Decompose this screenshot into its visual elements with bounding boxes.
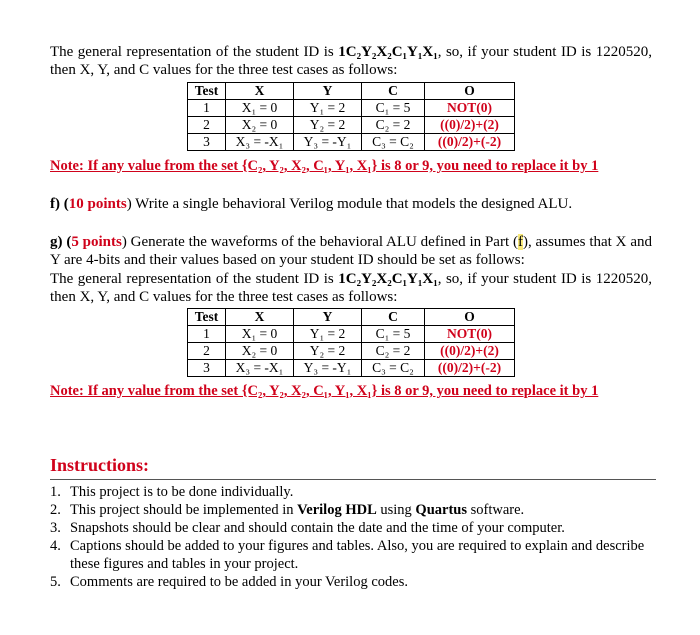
test-cases-table-1	[187, 82, 515, 151]
part-g-points: 5 points	[71, 234, 122, 250]
header-y: Y	[294, 83, 362, 100]
id-format-2: 1C₂Y₂X₂C₁Y₁X₁	[338, 271, 438, 287]
table-header-row	[188, 309, 515, 326]
id-format-1: 1C₂Y₂X₂C₁Y₁X₁	[338, 44, 438, 60]
list-item: 3. Snapshots should be clear and should contain the date and the time of your computer.	[50, 520, 565, 536]
table-header-row	[188, 83, 515, 100]
header-test: Test	[188, 309, 226, 326]
table-row: 3 X₃ = -X₁ Y₃ = -Y₁ C₃ = C₂ ((0)/2)+(-2)	[188, 134, 515, 151]
header-y: Y	[294, 309, 362, 326]
table-row: 3 X₃ = -X₁ Y₃ = -Y₁ C₃ = C₂ ((0)/2)+(-2)	[188, 360, 515, 377]
instructions-divider	[50, 479, 656, 480]
note-replace-values-1: Note: If any value from the set {C₂, Y₂, X₂, C₁, Y₁, X₁} is 8 or 9, you need to replace it by 1	[50, 158, 599, 174]
table-row: 1 X₁ = 0 Y₁ = 2 C₁ = 5 NOT(0)	[188, 100, 515, 117]
table-row: 2 X₂ = 0 Y₂ = 2 C₂ = 2 ((0)/2)+(2)	[188, 343, 515, 360]
header-o: O	[425, 83, 515, 100]
test-cases-table-2	[187, 308, 515, 377]
id-intro-paragraph-1: The general representation of the student ID is 1C₂Y₂X₂C₁Y₁X₁, so, if your student ID is 1220520, then X, Y, and C values for the three test cases as follows:	[50, 44, 652, 78]
part-f-paragraph: f) (10 points) Write a single behavioral Verilog module that models the designed ALU.	[50, 196, 573, 212]
part-f-reference-highlight: f	[517, 234, 523, 250]
header-test: Test	[188, 83, 226, 100]
header-c: C	[362, 83, 425, 100]
table-row: 1 X₁ = 0 Y₁ = 2 C₁ = 5 NOT(0)	[188, 326, 515, 343]
id-intro-paragraph-2: The general representation of the student ID is 1C₂Y₂X₂C₁Y₁X₁, so, if your student ID is 1220520, then X, Y, and C values for the three test cases as follows:	[50, 271, 652, 305]
instructions-list	[50, 483, 656, 591]
header-o: O	[425, 309, 515, 326]
table-row: 2 X₂ = 0 Y₂ = 2 C₂ = 2 ((0)/2)+(2)	[188, 117, 515, 134]
part-g-paragraph: g) (5 points) Generate the waveforms of the behavioral ALU defined in Part (f), assumes that X and Y are 4-bits and their values based on your student ID should be set as follows:	[50, 234, 652, 268]
list-item: 1. This project is to be done individually.	[50, 484, 294, 500]
header-c: C	[362, 309, 425, 326]
list-item: 4. Captions should be added to your figures and tables. Also, you are required to explain and describe these figures and tables in your project.	[50, 538, 645, 572]
note-replace-values-2: Note: If any value from the set {C₂, Y₂, X₂, C₁, Y₁, X₁} is 8 or 9, you need to replace it by 1	[50, 383, 599, 399]
instructions-heading: Instructions:	[50, 455, 150, 475]
header-x: X	[226, 309, 294, 326]
list-item: 5. Comments are required to be added in your Verilog codes.	[50, 574, 408, 590]
list-item: 2. This project should be implemented in Verilog HDL using Quartus software.	[50, 502, 525, 518]
part-f-points: 10 points	[68, 196, 127, 212]
header-x: X	[226, 83, 294, 100]
